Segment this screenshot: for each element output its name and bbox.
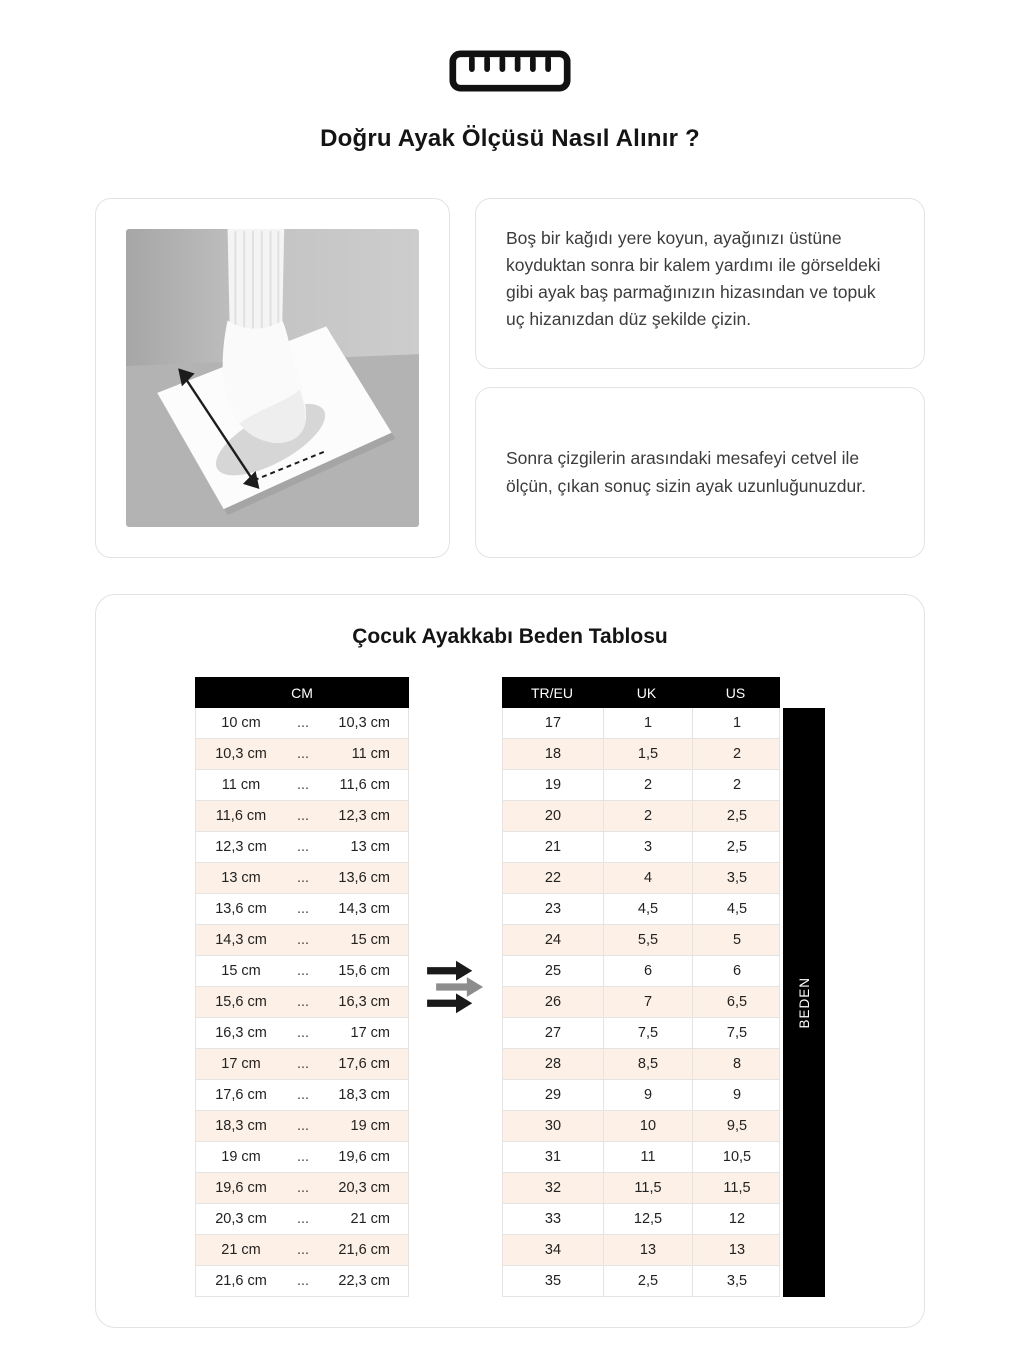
size-table-row: [502, 739, 780, 770]
tr-eu-value: 23: [544, 901, 562, 917]
cm-to-value: 11 cm: [351, 746, 390, 762]
cm-table-row: [195, 1111, 409, 1142]
uk-value: 2,5: [603, 1266, 692, 1296]
cm-table-row: [195, 1049, 409, 1080]
cm-table-row: [195, 1235, 409, 1266]
us-value: 6,5: [692, 987, 781, 1017]
uk-value: 8,5: [603, 1049, 692, 1079]
cm-to-value: 21 cm: [350, 1211, 390, 1227]
instruction-card-1: [475, 198, 925, 369]
header-us: US: [725, 684, 746, 701]
range-dots: ...: [296, 1118, 310, 1134]
instructions-section: [95, 198, 925, 558]
size-table-row: [502, 1173, 780, 1204]
us-value: 5: [692, 925, 781, 955]
range-dots: ...: [296, 994, 310, 1010]
page-header: [0, 0, 1020, 153]
range-dots: ...: [296, 1087, 310, 1103]
range-dots: ...: [296, 1180, 310, 1196]
cm-to-value: 19,6 cm: [338, 1149, 390, 1165]
instruction-cards: [475, 198, 925, 558]
range-dots: ...: [296, 715, 310, 731]
range-dots: ...: [296, 1211, 310, 1227]
size-table-body: [502, 708, 780, 1297]
us-value: 11,5: [692, 1173, 781, 1203]
range-dots: ...: [296, 901, 310, 917]
size-table-row: [502, 801, 780, 832]
cm-from-value: 17,6 cm: [215, 1087, 267, 1103]
cm-to-value: 22,3 cm: [338, 1273, 390, 1289]
cm-to-value: 13,6 cm: [338, 870, 390, 886]
cm-table-row: [195, 1204, 409, 1235]
range-dots: ...: [296, 932, 310, 948]
uk-value: 1: [603, 708, 692, 738]
us-value: 1: [692, 708, 781, 738]
cm-table-row: [195, 770, 409, 801]
cm-to-value: 16,3 cm: [338, 994, 390, 1010]
uk-value: 5,5: [603, 925, 692, 955]
beden-side-label: [783, 708, 825, 1297]
range-dots: ...: [296, 839, 310, 855]
size-table-row: [502, 956, 780, 987]
cm-to-value: 19 cm: [350, 1118, 390, 1134]
uk-value: 2: [603, 801, 692, 831]
cm-table: [195, 677, 409, 1297]
size-table-row: [502, 1111, 780, 1142]
tr-eu-value: 26: [544, 994, 562, 1010]
us-value: 13: [692, 1235, 781, 1265]
cm-from-value: 13 cm: [221, 870, 261, 886]
cm-table-row: [195, 1142, 409, 1173]
size-table-row: [502, 925, 780, 956]
tr-eu-value: 27: [544, 1025, 562, 1041]
size-table-row: [502, 1204, 780, 1235]
cm-from-value: 16,3 cm: [215, 1025, 267, 1041]
tr-eu-value: 21: [544, 839, 562, 855]
tr-eu-value: 19: [544, 777, 562, 793]
range-dots: ...: [296, 1242, 310, 1258]
cm-to-value: 14,3 cm: [338, 901, 390, 917]
range-dots: ...: [296, 808, 310, 824]
foot-measure-illustration: [126, 229, 419, 527]
cm-to-value: 10,3 cm: [338, 715, 390, 731]
size-table-row: [502, 832, 780, 863]
range-dots: ...: [296, 870, 310, 886]
tr-eu-value: 35: [544, 1273, 562, 1289]
uk-value: 4: [603, 863, 692, 893]
header-uk: UK: [636, 684, 657, 701]
tr-eu-value: 32: [544, 1180, 562, 1196]
cm-to-value: 18,3 cm: [338, 1087, 390, 1103]
us-value: 7,5: [692, 1018, 781, 1048]
cm-from-value: 21,6 cm: [215, 1273, 267, 1289]
range-dots: ...: [296, 1056, 310, 1072]
size-table: [502, 677, 780, 1297]
cm-table-row: [195, 739, 409, 770]
tr-eu-value: 28: [544, 1056, 562, 1072]
cm-table-row: [195, 1080, 409, 1111]
tr-eu-value: 18: [544, 746, 562, 762]
cm-table-row: [195, 956, 409, 987]
size-table-row: [502, 708, 780, 739]
beden-label-text: BEDEN: [796, 976, 812, 1029]
instruction-step-1: Boş bir kağıdı yere koyun, ayağınızı üstüne koyduktan sonra bir kalem yardımı ile görseldeki gibi ayak baş parmağınızın hizasından ve topuk uç hizanızdan düz şekilde çizin.: [506, 228, 881, 330]
tr-eu-value: 22: [544, 870, 562, 886]
uk-value: 3: [603, 832, 692, 862]
size-table-row: [502, 1080, 780, 1111]
tr-eu-value: 31: [544, 1149, 562, 1165]
us-value: 3,5: [692, 863, 781, 893]
cm-table-row: [195, 863, 409, 894]
cm-from-value: 19,6 cm: [215, 1180, 267, 1196]
cm-from-value: 14,3 cm: [215, 932, 267, 948]
cm-table-row: [195, 894, 409, 925]
uk-value: 11: [603, 1142, 692, 1172]
cm-to-value: 13 cm: [350, 839, 390, 855]
size-chart-tables: [96, 677, 924, 1297]
tr-eu-value: 29: [544, 1087, 562, 1103]
tr-eu-value: 20: [544, 808, 562, 824]
header-tr-eu: TR/EU: [531, 684, 573, 701]
us-value: 3,5: [692, 1266, 781, 1296]
size-table-row: [502, 1018, 780, 1049]
cm-to-value: 15,6 cm: [338, 963, 390, 979]
instruction-step-2: Sonra çizgilerin arasındaki mesafeyi cetvel ile ölçün, çıkan sonuç sizin ayak uzunluğunuzdur.: [506, 448, 866, 496]
cm-from-value: 15,6 cm: [215, 994, 267, 1010]
cm-table-row: [195, 708, 409, 739]
uk-value: 11,5: [603, 1173, 692, 1203]
cm-from-value: 19 cm: [221, 1149, 261, 1165]
uk-value: 9: [603, 1080, 692, 1110]
instruction-card-2: [475, 387, 925, 558]
us-value: 6: [692, 956, 781, 986]
size-table-row: [502, 1235, 780, 1266]
tr-eu-value: 30: [544, 1118, 562, 1134]
cm-to-value: 15 cm: [350, 932, 390, 948]
foot-photo-card: [95, 198, 450, 558]
cm-to-value: 12,3 cm: [338, 808, 390, 824]
uk-value: 10: [603, 1111, 692, 1141]
size-chart-card: [95, 594, 925, 1328]
cm-from-value: 10,3 cm: [215, 746, 267, 762]
us-value: 9: [692, 1080, 781, 1110]
uk-value: 7: [603, 987, 692, 1017]
cm-to-value: 17 cm: [350, 1025, 390, 1041]
cm-from-value: 18,3 cm: [215, 1118, 267, 1134]
range-dots: ...: [296, 777, 310, 793]
cm-from-value: 10 cm: [221, 715, 261, 731]
cm-to-value: 21,6 cm: [338, 1242, 390, 1258]
cm-from-value: 17 cm: [221, 1056, 261, 1072]
range-dots: ...: [296, 963, 310, 979]
uk-value: 13: [603, 1235, 692, 1265]
range-dots: ...: [296, 1025, 310, 1041]
cm-from-value: 20,3 cm: [215, 1211, 267, 1227]
us-value: 2,5: [692, 832, 781, 862]
cm-to-value: 20,3 cm: [338, 1180, 390, 1196]
cm-table-row: [195, 987, 409, 1018]
tr-eu-value: 17: [544, 715, 562, 731]
cm-from-value: 21 cm: [221, 1242, 261, 1258]
uk-value: 6: [603, 956, 692, 986]
range-dots: ...: [296, 1149, 310, 1165]
size-table-row: [502, 987, 780, 1018]
size-table-row: [502, 1142, 780, 1173]
double-arrow-right-icon: [409, 959, 502, 1015]
cm-from-value: 11,6 cm: [215, 808, 267, 824]
size-table-row: [502, 1049, 780, 1080]
us-value: 9,5: [692, 1111, 781, 1141]
size-table-row: [502, 863, 780, 894]
cm-from-value: 11 cm: [221, 777, 261, 793]
size-table-row: [502, 1266, 780, 1297]
us-value: 10,5: [692, 1142, 781, 1172]
cm-to-value: 11,6 cm: [339, 777, 390, 793]
us-value: 4,5: [692, 894, 781, 924]
us-value: 2,5: [692, 801, 781, 831]
cm-table-row: [195, 801, 409, 832]
us-value: 12: [692, 1204, 781, 1234]
cm-table-header: CM: [195, 677, 409, 708]
us-value: 2: [692, 739, 781, 769]
cm-table-row: [195, 1018, 409, 1049]
uk-value: 7,5: [603, 1018, 692, 1048]
cm-from-value: 12,3 cm: [215, 839, 267, 855]
page-title: Doğru Ayak Ölçüsü Nasıl Alınır ?: [320, 125, 700, 152]
cm-table-row: [195, 832, 409, 863]
ruler-icon: [449, 50, 571, 92]
cm-table-body: [195, 708, 409, 1297]
cm-to-value: 17,6 cm: [338, 1056, 390, 1072]
us-value: 2: [692, 770, 781, 800]
uk-value: 2: [603, 770, 692, 800]
tr-eu-value: 24: [544, 932, 562, 948]
uk-value: 1,5: [603, 739, 692, 769]
cm-table-row: [195, 925, 409, 956]
cm-table-row: [195, 1173, 409, 1204]
us-value: 8: [692, 1049, 781, 1079]
tr-eu-value: 33: [544, 1211, 562, 1227]
uk-value: 4,5: [603, 894, 692, 924]
size-table-row: [502, 894, 780, 925]
size-chart-title: Çocuk Ayakkabı Beden Tablosu: [352, 625, 668, 648]
size-table-header: [502, 677, 780, 708]
tr-eu-value: 25: [544, 963, 562, 979]
range-dots: ...: [296, 746, 310, 762]
cm-table-row: [195, 1266, 409, 1297]
size-table-row: [502, 770, 780, 801]
uk-value: 12,5: [603, 1204, 692, 1234]
cm-from-value: 13,6 cm: [215, 901, 267, 917]
tr-eu-value: 34: [544, 1242, 562, 1258]
cm-from-value: 15 cm: [221, 963, 261, 979]
range-dots: ...: [296, 1273, 310, 1289]
